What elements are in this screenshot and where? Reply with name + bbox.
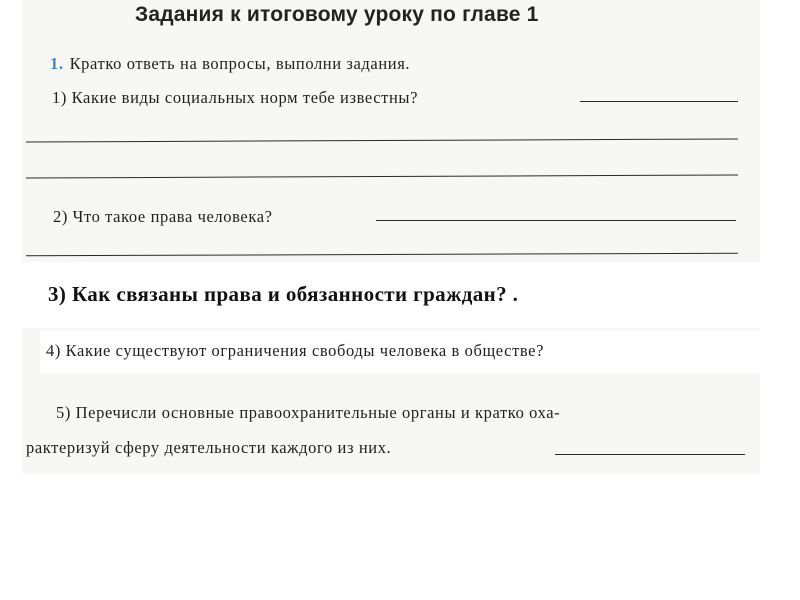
answer-line[interactable]	[555, 454, 745, 455]
question-5-line-1: 5) Перечисли основные правоохранительные органы и кратко оха-	[56, 403, 561, 422]
task-number: 1.	[50, 54, 64, 73]
question-1: 1) Какие виды социальных норм тебе известны?	[52, 88, 419, 107]
task-instruction: Кратко ответь на вопросы, выполни задания.	[69, 54, 411, 73]
question-4: 4) Какие существуют ограничения свободы человека в обществе?	[46, 341, 545, 360]
question-2: 2) Что такое права человека?	[53, 207, 273, 226]
answer-line[interactable]	[376, 220, 736, 221]
page-title: Задания к итоговому уроку по главе 1	[135, 3, 539, 26]
task-1-header	[50, 54, 410, 74]
question-5-line-2: рактеризуй сферу деятельности каждого из них.	[26, 438, 392, 457]
answer-line[interactable]	[580, 101, 738, 102]
question-3: 3) Как связаны права и обязанности граждан? .	[48, 282, 519, 306]
